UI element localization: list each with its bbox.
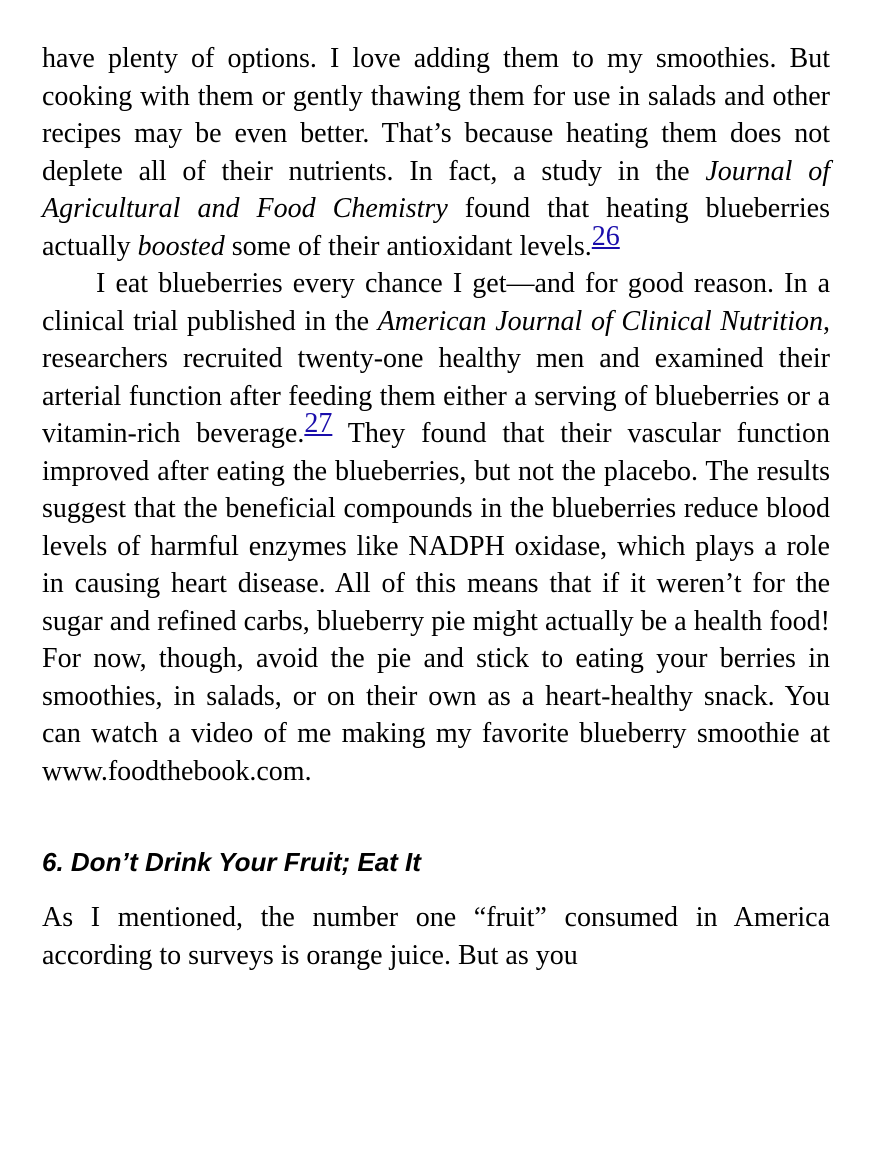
paragraph-1 (42, 40, 830, 265)
paragraph-2 (42, 265, 830, 790)
footnote-link-27[interactable]: 27 (304, 408, 333, 439)
paragraph-2-text-c: They found that their vascular function improved after eating the blueberries, but not the placebo. The results suggest that the beneficial compounds in the blueberries reduce blood levels of harmful enzymes like NADPH oxidase, which plays a role in causing heart disease. All of this means that if it weren’t for the sugar and refined carbs, blueberry pie might actually be a health food! For now, though, avoid the pie and stick to eating your berries in smoothies, in salads, or on their own as a heart-healthy snack. You can watch a video of me making my favorite blueberry smoothie at www.foodthebook.com. (42, 418, 830, 787)
paragraph-1-text-b: found that heating blueberries actually (42, 193, 830, 262)
paragraph-3: As I mentioned, the number one “fruit” consumed in America according to surveys is orange juice. But as you (42, 902, 830, 971)
journal-title-2: American Journal of Clinical Nutrition (377, 305, 823, 337)
journal-title-1: Journal of Agricultural and Food Chemistry (42, 155, 830, 224)
section-heading: 6. Don’t Drink Your Fruit; Eat It (42, 847, 421, 877)
page-body (42, 40, 830, 974)
paragraph-1-text-a: have plenty of options. I love adding them to my smoothies. But cooking with them or gently thawing them for use in salads and other recipes may be even better. That’s because heating them does not deplete all of their nutrients. In fact, a study in the (42, 43, 830, 187)
emphasis-boosted: boosted (137, 230, 225, 262)
paragraph-2-text-a: I eat blueberries every chance I get—and for good reason. In a clinical trial published in the (42, 268, 830, 337)
paragraph-1-text-c: some of their antioxidant levels. (224, 230, 592, 262)
paragraph-2-text-b: , researchers recruited twenty-one healthy men and examined their arterial function after feeding them either a serving of blueberries or a vitamin-rich beverage. (42, 305, 830, 449)
footnote-link-26[interactable]: 26 (591, 220, 620, 252)
